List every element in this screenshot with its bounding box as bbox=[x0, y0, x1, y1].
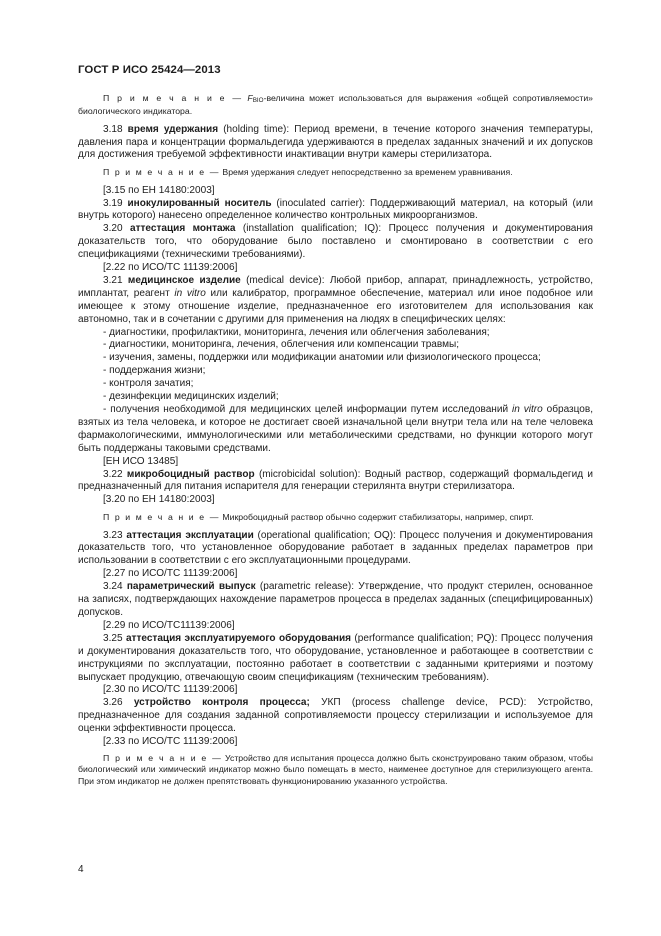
def-text: (operational qualification; OQ): Процесс получения и документирования доказательств того, что установленное оборудование работает в заданных пределах параметров при использовании в соответствии с его эксплуатационными процедурами. bbox=[78, 529, 593, 567]
note-text: Устройство для испытания процесса должно быть сконструировано таким образом, чтобы биологический или химический индикатор можно было помещать в место, наименее доступное для стерилизующего агента. При этом индикатор не должен препятствовать функционированию указанного устройства. bbox=[78, 752, 593, 786]
list-item: - диагностики, профилактики, мониторинга, лечения или облегчения заболевания; bbox=[103, 326, 490, 338]
reference-3-15: [3.15 по ЕН 14180:2003] bbox=[103, 184, 215, 196]
note-text: Микробоцидный раствор обычно содержит стабилизаторы, например, спирт. bbox=[222, 512, 534, 523]
list-item: - дезинфекции медицинских изделий; bbox=[103, 391, 279, 403]
reference-2-33: [2.33 по ИСО/ТС 11139:2006] bbox=[103, 736, 238, 748]
definition-3-20 bbox=[78, 223, 593, 262]
list-italic: in vitro bbox=[512, 404, 543, 416]
reference-2-29: [2.29 по ИСО/ТС11139:2006] bbox=[103, 619, 235, 631]
reference-2-27: [2.27 по ИСО/ТС 11139:2006] bbox=[103, 568, 238, 580]
def-number: 3.20 bbox=[103, 223, 123, 235]
def-text: (inoculated carrier): Поддерживающий материал, на который (или внутрь которого) нанесено определенное количество контрольных микроорганизмов. bbox=[78, 197, 593, 222]
reference-13485: [ЕН ИСО 13485] bbox=[103, 455, 179, 467]
def-term: инокулированный носитель bbox=[127, 197, 272, 209]
page-number: 4 bbox=[78, 864, 84, 875]
def-italic: in vitro bbox=[174, 287, 206, 299]
fbio-subscript: BIO bbox=[252, 97, 264, 104]
def-number: 3.26 bbox=[103, 697, 123, 709]
def-term: аттестация эксплуатируемого оборудования bbox=[125, 632, 352, 644]
definition-3-26 bbox=[78, 697, 593, 736]
note-label: П р и м е ч а н и е — bbox=[103, 93, 243, 103]
def-number: 3.18 bbox=[103, 123, 123, 135]
list-item: - изучения, замены, поддержки или модификации анатомии или физиологического процесса; bbox=[103, 352, 541, 364]
def-term: аттестация монтажа bbox=[130, 223, 236, 235]
def-number: 3.22 bbox=[103, 468, 123, 480]
definition-3-22 bbox=[78, 469, 593, 495]
list-text: - получения необходимой для медицинских целей информации путем исследований bbox=[103, 404, 512, 416]
def-number: 3.19 bbox=[103, 197, 123, 209]
note-text: -величина может использоваться для выражения «общей сопротивляемости» биологического индикатора. bbox=[78, 93, 593, 117]
note-label: П р и м е ч а н и е — bbox=[103, 167, 220, 178]
list-text: образцов, взятых из тела человека, и которое не достигает своей изначальной цели внутри тела или на теле человека фармакологическими, иммунологическими или метаболическими средствами, но функции которого могут быть поддержаны таковыми средствами. bbox=[78, 404, 594, 454]
note-label: П р и м е ч а н и е — bbox=[103, 752, 223, 763]
def-term: параметрический выпуск bbox=[126, 581, 256, 593]
note-text: Время удержания следует непосредственно за временем уравнивания. bbox=[222, 167, 513, 178]
definition-3-25 bbox=[78, 633, 593, 685]
def-term: микробоцидный раствор bbox=[126, 468, 255, 480]
note-holding-time bbox=[78, 167, 593, 178]
def-text: или калибратор, программное обеспечение, материал или иное подобное или имеющее к этому отношение изделие, предназначенное его изготовителем для использования как автономно, так и в сочетании с другими для применения на людях в специфических целях: bbox=[78, 287, 594, 325]
list-item-last bbox=[78, 404, 593, 456]
list-item: - диагностики, мониторинга, лечения, облегчения или компенсации травмы; bbox=[103, 339, 460, 351]
reference-2-22: [2.22 по ИСО/ТС 11139:2006] bbox=[103, 262, 238, 274]
definition-3-18 bbox=[78, 124, 593, 163]
def-text: (holding time): Период времени, в течение которого значения температуры, давления пара и концентрации формальдегида удерживаются в пределах заданных значений и их допусков для достижения требуемой эффективности инактивации внутри камеры стерилизатора. bbox=[78, 123, 594, 161]
def-text: (parametric release): Утверждение, что продукт стерилен, основанное на записях, подтверждающих нахождение параметров процесса в пределах заданных (специфицированных) допусков. bbox=[78, 581, 594, 618]
def-term: время удержания bbox=[127, 123, 219, 135]
list-item: - поддержания жизни; bbox=[103, 365, 206, 377]
def-text: (performance qualification; PQ): Процесс получения и документирования доказательств того, что оборудование, установленное и работающее в соответствии с инструкциями по эксплуатации, постоянно работает в соответствии с заданными критериями и поэтому выпускает продукцию, отвечающую своим спецификациям (техническим требованиям). bbox=[78, 632, 593, 683]
note-microbicidal bbox=[78, 512, 593, 523]
def-text: УКП (process challenge device, PCD): Устройство, предназначенное для создания заданной сопротивляемости процессу стерилизации и используемое для оценки эффективности процесса. bbox=[78, 697, 594, 735]
document-header: ГОСТ Р ИСО 25424—2013 bbox=[78, 64, 221, 76]
def-text: (microbicidal solution): Водный раствор, содержащий формальдегид и предназначенный для питания испарителя для генерации стерилянта внутри стерилизатора. bbox=[78, 468, 594, 493]
note-pcd bbox=[78, 753, 593, 787]
note-fbio bbox=[78, 93, 593, 118]
def-number: 3.23 bbox=[103, 529, 123, 541]
def-term: медицинское изделие bbox=[127, 274, 241, 286]
definition-3-19 bbox=[78, 198, 593, 224]
def-text: (installation qualification; IQ): Процесс получения и документирования доказательств того, что оборудование было поставлено и смонтировано в соответствии с его спецификациями (техническими требованиями). bbox=[78, 223, 593, 261]
list-item: - контроля зачатия; bbox=[103, 378, 194, 390]
def-term: устройство контроля процесса; bbox=[133, 697, 310, 709]
definition-3-21 bbox=[78, 275, 593, 327]
def-text: (medical device): Любой прибор, аппарат, принадлежность, устройство, имплантат, реагент bbox=[78, 274, 593, 299]
fbio-symbol: F bbox=[247, 93, 253, 103]
def-term: аттестация эксплуатации bbox=[126, 529, 254, 541]
def-number: 3.25 bbox=[103, 632, 123, 644]
def-number: 3.24 bbox=[103, 581, 123, 593]
def-number: 3.21 bbox=[103, 274, 123, 286]
reference-2-30: [2.30 по ИСО/ТС 11139:2006] bbox=[103, 684, 238, 696]
note-label: П р и м е ч а н и е — bbox=[103, 512, 220, 523]
document-body bbox=[78, 93, 593, 787]
definition-3-24 bbox=[78, 581, 593, 620]
definition-3-23 bbox=[78, 530, 593, 569]
reference-3-20: [3.20 по ЕН 14180:2003] bbox=[103, 494, 215, 506]
